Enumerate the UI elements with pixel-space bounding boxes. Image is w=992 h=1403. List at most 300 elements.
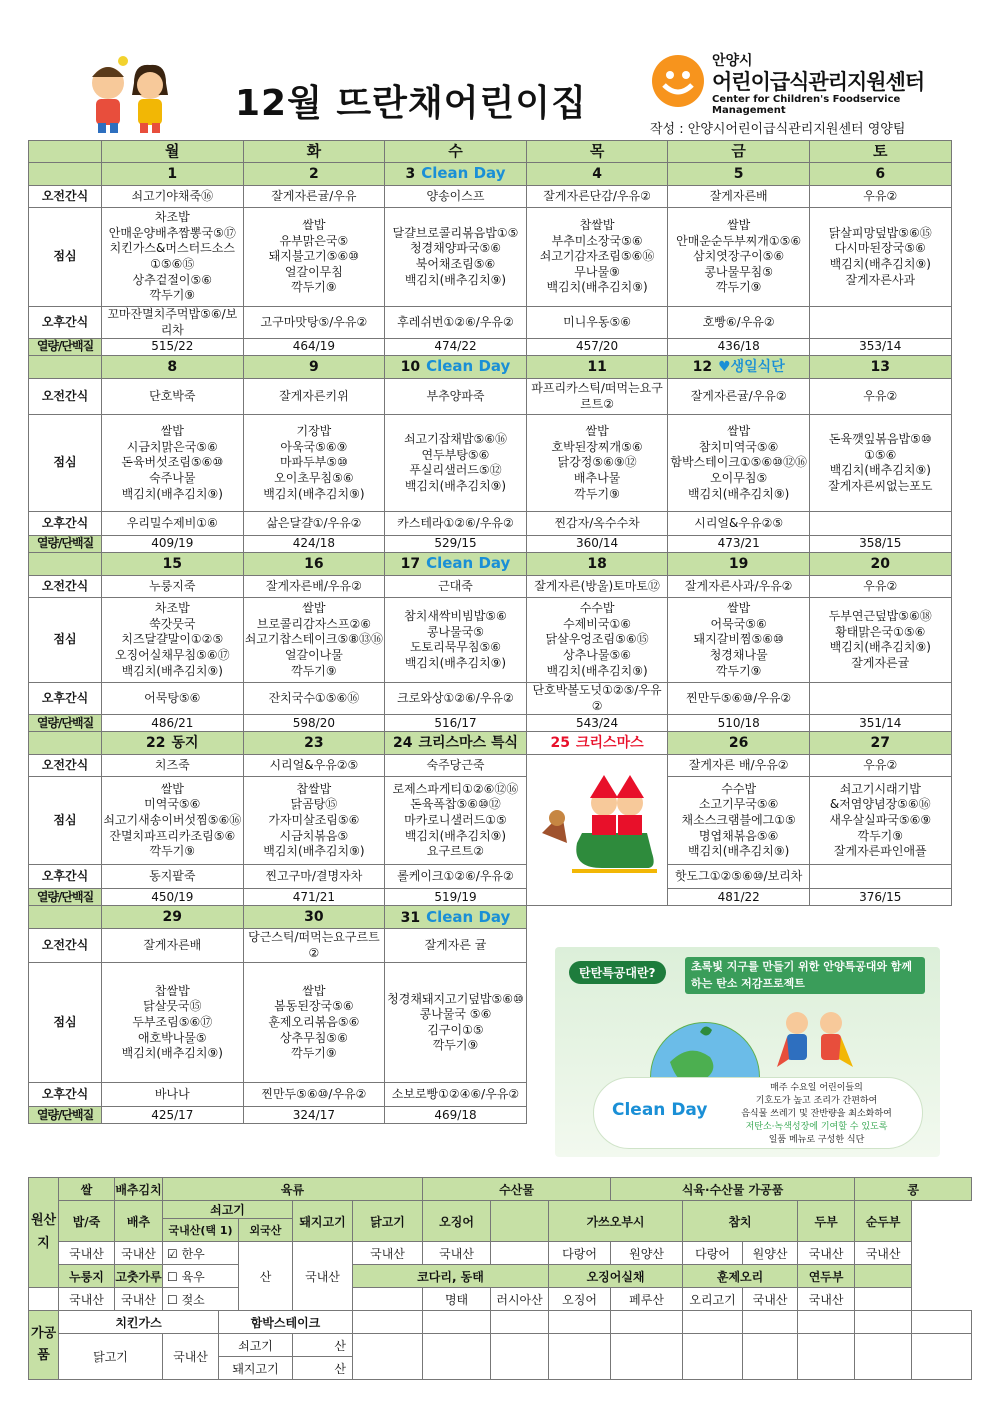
date-row-label-cell — [29, 906, 102, 929]
calorie-cell: 424/18 — [243, 536, 385, 553]
lunch-item: 백김치(배추김치⑨) — [121, 1046, 223, 1061]
lunch-item: 삼치엿장구이⑤⑥ — [693, 249, 785, 264]
date-number: 13 — [870, 359, 890, 376]
date-note: Clean Day — [421, 164, 506, 183]
calorie-label: 열량/단백질 — [29, 715, 102, 732]
lunch-item: 소고기무국⑤⑥ — [698, 797, 779, 812]
calorie-cell: 516/17 — [385, 715, 527, 732]
lunch-cell — [385, 415, 527, 512]
origin-soft-tofu: 순두부 — [855, 1201, 912, 1242]
lunch-item: 백김치(배추김치⑨) — [121, 663, 223, 678]
lunch-item: 잘게자른씨없는포도 — [828, 478, 933, 493]
lunch-item: 마카로니샐러드①⑤ — [404, 813, 507, 828]
date-cell — [102, 732, 244, 755]
pm-snack-label: 오후간식 — [29, 512, 102, 536]
lunch-item: 백김치(배추김치⑨) — [121, 486, 223, 501]
lunch-item: 시금치볶음⑤ — [279, 828, 349, 843]
pm-snack-label: 오후간식 — [29, 307, 102, 339]
lunch-item: 쇠고기시래기밥 — [839, 781, 921, 796]
lunch-item: 호박된장찌개⑤⑥ — [551, 439, 643, 454]
calorie-cell: 543/24 — [526, 715, 668, 732]
lunch-row — [29, 598, 952, 683]
pm-snack-cell — [809, 865, 951, 889]
lunch-item: 안매운순두부찌개①⑤⑥ — [676, 233, 802, 248]
lunch-item: 닭살우엉조림⑤⑥⑮ — [545, 632, 649, 647]
day-mon: 월 — [102, 141, 244, 163]
lunch-item: 연두부탕⑤⑥ — [421, 447, 490, 462]
lunch-item: 쌀밥 — [302, 218, 326, 233]
am-snack-cell: 시리얼&우유②⑤ — [243, 755, 385, 777]
am-snack-cell: 파프리카스틱/떠먹는요구르트② — [526, 379, 668, 415]
lunch-item: 백김치(배추김치⑨) — [688, 486, 790, 501]
lunch-item: 콩나물국⑤ — [426, 624, 485, 639]
date-number: 8 — [167, 359, 178, 376]
origin-yukwoo-checkbox: ☐ 육우 — [163, 1265, 239, 1288]
lunch-cell — [243, 208, 385, 307]
lunch-item: 숙주나물 — [149, 470, 196, 485]
date-cell — [243, 553, 385, 576]
lunch-item: ①⑤⑥ — [864, 447, 897, 462]
lunch-item: 치킨가스&머스터드소스 — [109, 241, 235, 256]
lunch-cell — [243, 963, 385, 1083]
pm-snack-row — [29, 865, 952, 889]
processed-hamburg-steak: 함박스테이크 — [219, 1311, 353, 1334]
children-illustration — [78, 55, 188, 135]
origin-bonito: 가쓰오부시 — [549, 1201, 683, 1242]
am-snack-cell: 잘게자른(방울)토마토⑫ — [526, 576, 668, 598]
lunch-item: 어묵국⑤⑥ — [710, 616, 767, 631]
lunch-item: 닭강정⑤⑥⑨⑫ — [557, 455, 637, 470]
origin-rice-porridge: 밥/죽 — [59, 1201, 115, 1242]
lunch-item: 청경채나물 — [709, 647, 768, 662]
date-cell — [385, 356, 527, 379]
lunch-cell — [385, 598, 527, 683]
lunch-item: 도토리묵무침⑤⑥ — [409, 640, 502, 655]
calorie-row — [29, 536, 952, 553]
lunch-item: 김구이①⑤ — [427, 1022, 484, 1037]
lunch-item: 수제비국①⑥ — [563, 616, 632, 631]
origin-val: 페루산 — [611, 1288, 683, 1311]
origin-processed: 식육·수산물 가공품 — [611, 1178, 855, 1201]
lunch-item: 치즈달걀말이①②⑤ — [121, 632, 224, 647]
pm-snack-label: 오후간식 — [29, 1083, 102, 1107]
origin-meat: 육류 — [163, 1178, 423, 1201]
lunch-item: 얼갈이나물 — [284, 647, 343, 662]
date-number: 11 — [587, 359, 607, 376]
pm-snack-row — [29, 307, 952, 339]
pm-snack-cell: 카스테라①②⑥/우유② — [385, 512, 527, 536]
lunch-cell — [102, 415, 244, 512]
day-sat: 토 — [809, 141, 951, 163]
lunch-item: 잘게자른사과 — [845, 272, 916, 287]
campaign-desc-line3: 음식물 쓰레기 및 잔반량을 최소화하여 — [741, 1109, 892, 1120]
lunch-item: 콩나물무침⑤ — [704, 264, 774, 279]
pm-snack-cell — [809, 683, 951, 715]
origin-cabbage: 배추 — [115, 1201, 163, 1242]
origin-val: 국내산 — [59, 1242, 115, 1265]
date-number: 25 — [550, 735, 570, 752]
lunch-item: 백김치(배추김치⑨) — [688, 844, 790, 859]
campaign-desc-line5: 일품 메뉴로 구성한 식단 — [768, 1135, 865, 1146]
date-row — [29, 732, 952, 755]
origin-val: 국내산 — [423, 1242, 491, 1265]
campaign-clean-day: Clean Day — [612, 1100, 708, 1120]
pm-snack-cell — [809, 512, 951, 536]
origin-val: 오리고기 — [683, 1288, 743, 1311]
lunch-item: 찹쌀밥 — [154, 983, 190, 998]
am-snack-cell: 잘게자른사과/우유② — [668, 576, 810, 598]
calorie-cell: 436/18 — [668, 339, 810, 356]
date-cell — [526, 163, 668, 186]
date-number: 30 — [304, 909, 324, 926]
pm-snack-cell: 핫도그①②⑤⑥⑩/보리차 — [668, 865, 810, 889]
calorie-label: 열량/단백질 — [29, 1107, 102, 1124]
am-snack-cell: 잘게자른키위 — [243, 379, 385, 415]
lunch-cell — [102, 208, 244, 307]
lunch-item: 깍두기⑨ — [432, 1038, 479, 1053]
lunch-label: 점심 — [29, 208, 102, 307]
lunch-cell — [809, 598, 951, 683]
pm-snack-cell: 호빵⑥/우유② — [668, 307, 810, 339]
date-cell — [809, 732, 951, 755]
calorie-cell: 471/21 — [243, 889, 385, 906]
lunch-cell — [526, 208, 668, 307]
am-snack-cell: 잘게자른귤/우유② — [668, 379, 810, 415]
am-snack-cell: 단호박죽 — [102, 379, 244, 415]
pm-snack-cell: 찐만두⑤⑥⑩/우유② — [668, 683, 810, 715]
date-cell — [668, 732, 810, 755]
origin-val: 산 — [293, 1357, 353, 1380]
am-snack-label: 오전간식 — [29, 379, 102, 415]
pm-snack-row — [29, 512, 952, 536]
origin-val — [491, 1242, 549, 1265]
origin-dried-squid: 오징어실채 — [549, 1265, 683, 1288]
lunch-item: 차조밥 — [154, 210, 190, 225]
date-cell — [526, 732, 668, 755]
am-snack-cell: 우유② — [809, 576, 951, 598]
author-note: 작성 : 안양시어린이급식관리지원센터 영양팀 — [650, 122, 906, 137]
lunch-item: 상추무침⑤⑥ — [279, 1030, 348, 1045]
calorie-cell: 481/22 — [668, 889, 810, 906]
lunch-cell — [809, 208, 951, 307]
calorie-label: 열량/단백질 — [29, 339, 102, 356]
origin-seafood: 수산물 — [423, 1178, 611, 1201]
lunch-item: 청경채양파국⑤⑥ — [409, 241, 502, 256]
origin-beef-foreign: 외국산 — [239, 1219, 293, 1242]
lunch-cell — [385, 963, 527, 1083]
smile-logo-icon — [652, 55, 704, 107]
lunch-item: 훈제오리볶음⑤⑥ — [268, 1015, 360, 1030]
calorie-cell: 358/15 — [809, 536, 951, 553]
lunch-item: 두부연근덮밥⑤⑥⑱ — [828, 609, 932, 623]
lunch-row — [29, 777, 952, 865]
pm-snack-cell: 어묵탕⑤⑥ — [102, 683, 244, 715]
christmas-illustration — [526, 755, 668, 906]
date-number: 27 — [870, 735, 890, 752]
superhero-kids-icon — [775, 1007, 855, 1077]
date-number: 1 — [167, 165, 178, 182]
calorie-cell: 464/19 — [243, 339, 385, 356]
lunch-item: &저염양념장⑤⑥⑯ — [829, 797, 931, 812]
lunch-cell — [526, 598, 668, 683]
processed-side-label: 가공품 — [29, 1311, 59, 1380]
lunch-item: 닭살피망덮밥⑤⑥⑮ — [828, 225, 932, 240]
header — [0, 0, 992, 140]
lunch-item: 수수밥 — [579, 601, 615, 616]
lunch-item: 수수밥 — [721, 781, 757, 796]
date-cell — [385, 553, 527, 576]
lunch-item: 황태맑은국①⑤⑥ — [835, 624, 926, 639]
lunch-label: 점심 — [29, 415, 102, 512]
calorie-row — [29, 339, 952, 356]
calorie-cell: 353/14 — [809, 339, 951, 356]
lunch-item: 돈육버섯조림⑤⑥⑩ — [121, 455, 224, 470]
lunch-item: 봄동된장국⑤⑥ — [274, 999, 354, 1014]
lunch-item: 오이초무침⑤⑥ — [274, 470, 354, 485]
date-cell — [526, 356, 668, 379]
date-row-label-cell — [29, 732, 102, 755]
calorie-cell: 519/19 — [385, 889, 527, 906]
date-cell — [668, 356, 810, 379]
pm-snack-cell: 소보로빵①②④⑥/우유② — [385, 1083, 527, 1107]
origin-pollock: 코다리, 동태 — [353, 1265, 549, 1288]
lunch-cell — [243, 598, 385, 683]
lunch-label: 점심 — [29, 963, 102, 1083]
pm-snack-cell: 삶은달걀①/우유② — [243, 512, 385, 536]
date-number: 24 — [392, 735, 413, 752]
origin-val: 러시아산 — [491, 1288, 549, 1311]
calorie-cell: 409/19 — [102, 536, 244, 553]
origin-tofu: 두부 — [798, 1201, 855, 1242]
calorie-cell: 598/20 — [243, 715, 385, 732]
lunch-item: 마파두부⑤⑩ — [279, 455, 348, 470]
date-cell — [809, 553, 951, 576]
am-snack-cell: 우유② — [809, 379, 951, 415]
pm-snack-cell: 꼬마잔멸치주먹밥⑤⑥/보리차 — [102, 307, 244, 339]
am-snack-cell: 쇠고기야채죽⑯ — [102, 186, 244, 208]
lunch-cell — [668, 208, 810, 307]
am-snack-label: 오전간식 — [29, 755, 102, 777]
date-cell — [809, 356, 951, 379]
am-snack-cell: 잘게자른 배/우유② — [668, 755, 810, 777]
lunch-cell — [668, 598, 810, 683]
am-snack-row — [29, 755, 952, 777]
lunch-item: 깍두기⑨ — [291, 1046, 337, 1061]
date-number: 5 — [733, 165, 744, 182]
am-snack-cell: 숙주당근죽 — [385, 755, 527, 777]
origin-val: 국내산 — [798, 1242, 855, 1265]
calorie-cell: 324/17 — [243, 1107, 385, 1124]
lunch-row — [29, 415, 952, 512]
date-number: 17 — [400, 556, 421, 573]
logo-center-name: 어린이급식관리지원센터 — [712, 70, 925, 94]
lunch-item: 애호박나물⑤ — [137, 1030, 207, 1045]
day-wed: 수 — [385, 141, 527, 163]
date-number: 16 — [304, 556, 324, 573]
date-cell — [102, 163, 244, 186]
calorie-cell: 510/18 — [668, 715, 810, 732]
lunch-cell — [809, 777, 951, 865]
lunch-item: 푸실리샐러드⑤⑫ — [409, 463, 502, 478]
lunch-item: 찹쌀밥 — [579, 218, 615, 233]
lunch-item: 쌀밥 — [727, 424, 751, 439]
lunch-item: 북어채조림⑤⑥ — [415, 257, 496, 271]
pm-snack-label: 오후간식 — [29, 865, 102, 889]
date-row — [29, 906, 952, 929]
calorie-cell: 474/22 — [385, 339, 527, 356]
lunch-item: 부추미소장국⑤⑥ — [551, 233, 643, 248]
origin-val: 닭고기 — [59, 1334, 163, 1380]
pm-snack-cell: 찐고구마/결명자차 — [243, 865, 385, 889]
calorie-cell: 360/14 — [526, 536, 668, 553]
lunch-item: 쌀밥 — [585, 424, 609, 439]
lunch-item: 가자미살조림⑤⑥ — [268, 813, 360, 828]
am-snack-cell: 당근스틱/떠먹는요구르트② — [243, 929, 385, 963]
pm-snack-cell: 찐만두⑤⑥⑩/우유② — [243, 1083, 385, 1107]
lunch-item: 깍두기⑨ — [715, 663, 762, 678]
origin-val: 돼지고기 — [219, 1357, 293, 1380]
am-snack-cell: 근대죽 — [385, 576, 527, 598]
pm-snack-cell: 찐감자/옥수수차 — [526, 512, 668, 536]
date-cell — [809, 163, 951, 186]
lunch-cell — [385, 208, 527, 307]
date-cell — [102, 553, 244, 576]
origin-val: 쇠고기 — [219, 1334, 293, 1357]
am-snack-cell: 우유② — [809, 186, 951, 208]
lunch-item: 돼지갈비찜⑤⑥⑩ — [693, 632, 784, 647]
calorie-row — [29, 889, 952, 906]
origin-pork: 돼지고기 — [293, 1201, 353, 1242]
day-tue: 화 — [243, 141, 385, 163]
pm-snack-cell: 크로와상①②⑥/우유② — [385, 683, 527, 715]
date-row-label-cell — [29, 163, 102, 186]
lunch-item: 백김치(배추김치⑨) — [404, 272, 507, 287]
date-cell — [526, 553, 668, 576]
am-snack-cell: 잘게자른배 — [102, 929, 244, 963]
origin-hanwoo-checkbox: ☑ 한우 — [163, 1242, 239, 1265]
origin-val: 국내산 — [353, 1242, 423, 1265]
date-cell — [668, 163, 810, 186]
lunch-cell — [668, 777, 810, 865]
lunch-item: 잘게자른귤 — [851, 655, 910, 670]
lunch-item: 기장밥 — [296, 424, 332, 439]
am-snack-cell: 잘게자른귤/우유 — [243, 186, 385, 208]
calorie-label: 열량/단백질 — [29, 889, 102, 906]
am-snack-row — [29, 379, 952, 415]
christmas-sleigh-icon — [532, 773, 662, 883]
day-fri: 금 — [668, 141, 810, 163]
origin-val: 다랑어 — [549, 1242, 611, 1265]
lunch-item: 함박스테이크①⑤⑥⑩⑫⑯ — [670, 455, 807, 470]
lunch-item: 새우살실파국⑤⑥⑨ — [829, 813, 932, 828]
lunch-item: 백김치(배추김치⑨) — [263, 844, 365, 859]
lunch-item: 브로콜리감자스프②⑥ — [256, 616, 372, 631]
lunch-item: 쇠고기새송이버섯찜⑤⑥⑯ — [103, 813, 242, 828]
lunch-item: 깍두기⑨ — [149, 288, 196, 303]
origin-val: 국내산 — [743, 1288, 798, 1311]
origin-empty — [491, 1201, 549, 1242]
am-snack-cell: 잘게자른 귤 — [385, 929, 527, 963]
date-row — [29, 163, 952, 186]
lunch-item: 쌀밥 — [160, 424, 184, 439]
calorie-cell: 457/20 — [526, 339, 668, 356]
origin-val: 국내산 — [163, 1334, 219, 1380]
pm-snack-label: 오후간식 — [29, 683, 102, 715]
campaign-subtitle: 초록빛 지구를 만들기 위한 안양특공대와 함께하는 탄소 저감프로젝트 — [685, 957, 925, 994]
origin-val: 산 — [293, 1334, 353, 1357]
am-snack-cell: 양송이스프 — [385, 186, 527, 208]
origin-red-pepper: 고춧가루 — [115, 1265, 163, 1288]
lunch-item: 돈육폭찹⑤⑥⑩⑫ — [410, 797, 501, 812]
am-snack-cell: 부추양파죽 — [385, 379, 527, 415]
origin-jersey-checkbox: ☐ 젖소 — [163, 1288, 239, 1311]
lunch-cell — [102, 777, 244, 865]
lunch-item: 백김치(배추김치⑨) — [829, 640, 931, 655]
origin-beef-domestic: 국내산(택 1) — [163, 1219, 239, 1242]
origin-beef: 쇠고기 — [163, 1201, 293, 1219]
pm-snack-cell: 고구마맛탕⑤/우유② — [243, 307, 385, 339]
lunch-item: 로제스파게티①②⑥⑫⑯ — [392, 781, 519, 796]
date-note: Clean Day — [426, 554, 511, 573]
origin-silken-tofu: 연두부 — [798, 1265, 855, 1288]
lunch-item: 깍두기⑨ — [291, 663, 337, 678]
date-number: 22 — [146, 735, 166, 752]
date-number: 19 — [728, 556, 749, 573]
lunch-item: 다시마된장국⑤⑥ — [834, 241, 926, 256]
origin-chicken: 닭고기 — [353, 1201, 423, 1242]
lunch-item: 쌀밥 — [727, 218, 751, 233]
campaign-description — [724, 1082, 909, 1147]
date-note: 크리스마스 — [576, 735, 644, 752]
date-cell — [385, 732, 527, 755]
lunch-item: 잔멸치파프리카조림⑤⑥ — [109, 828, 236, 843]
lunch-item: 쌀밥 — [160, 781, 184, 796]
date-number: 23 — [304, 735, 324, 752]
lunch-item: 백김치(배추김치⑨) — [404, 655, 507, 670]
date-cell — [243, 732, 385, 755]
origin-val: 국내산 — [59, 1288, 115, 1311]
calorie-cell: 529/15 — [385, 536, 527, 553]
lunch-item: 쇠고기감자조림⑤⑥⑯ — [539, 249, 655, 264]
date-number: 15 — [162, 556, 183, 573]
date-cell — [243, 356, 385, 379]
date-number: 3 — [405, 166, 416, 183]
pm-snack-cell: 동지팥죽 — [102, 865, 244, 889]
pm-snack-cell: 단호박볼도넛①②⑤/우유② — [526, 683, 668, 715]
lunch-label: 점심 — [29, 598, 102, 683]
lunch-item: 쑥갓뭇국 — [149, 616, 196, 631]
pm-snack-row — [29, 683, 952, 715]
date-row — [29, 356, 952, 379]
am-snack-row — [29, 186, 952, 208]
lunch-cell — [385, 777, 527, 865]
date-cell — [102, 906, 244, 929]
campaign-desc-line1: 매주 수요일 어린이들의 — [770, 1083, 863, 1093]
lunch-cell — [809, 415, 951, 512]
date-note: Clean Day — [426, 357, 511, 376]
lunch-item: 쌀밥 — [302, 601, 326, 616]
lunch-item: 요구르트② — [426, 844, 485, 859]
lunch-item: 안매운양배추짬뽕국⑤⑰ — [108, 225, 236, 240]
calorie-cell: 515/22 — [102, 339, 244, 356]
date-cell — [385, 906, 527, 929]
am-snack-label: 오전간식 — [29, 929, 102, 963]
processed-chicken-cutlet: 치킨가스 — [59, 1311, 219, 1334]
lunch-item: 아욱국⑤⑥⑨ — [280, 439, 348, 454]
lunch-item: 청경채돼지고기덮밥⑤⑥⑩ — [387, 991, 524, 1006]
lunch-cell — [243, 777, 385, 865]
date-row — [29, 553, 952, 576]
